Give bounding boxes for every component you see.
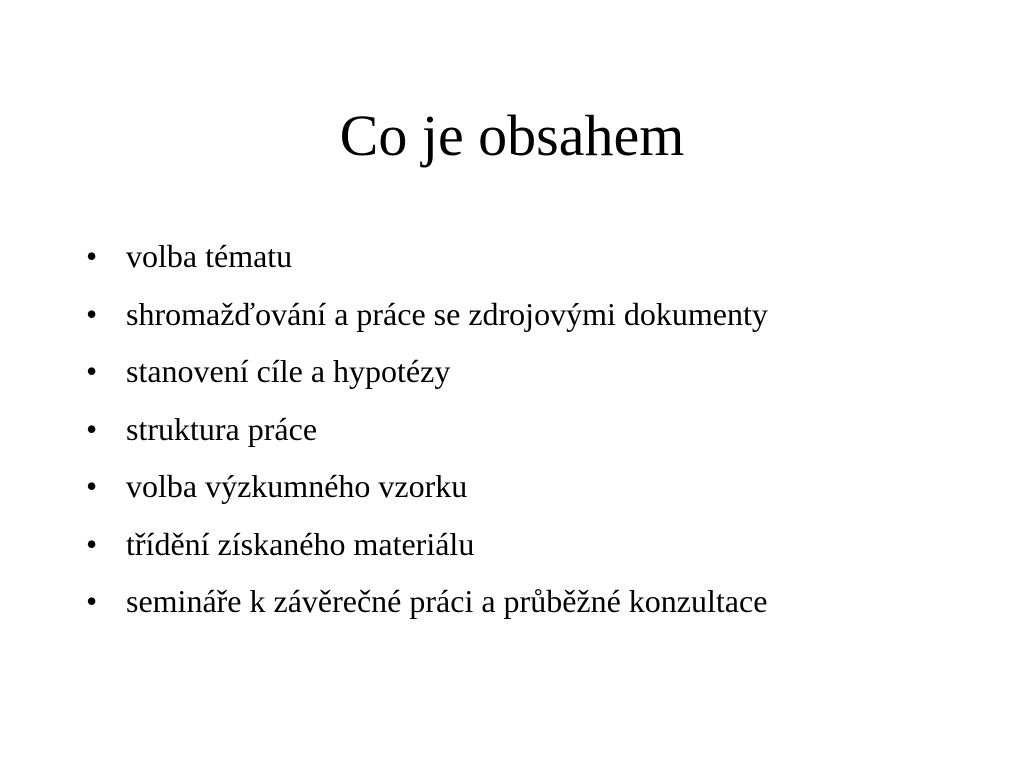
bullet-icon: • [86,238,98,274]
bullet-item-vyzkumny-vzorek [86,458,768,516]
bullet-item-cile-hypotezy [86,343,768,401]
bullet-text: volba výzkumného vzorku [126,468,468,504]
bullet-icon: • [86,468,98,504]
bullet-item-volba-tematu [86,228,768,286]
bullet-item-struktura-prace [86,401,768,459]
bullet-text: třídění získaného materiálu [126,525,475,562]
bullet-text: struktura práce [126,410,318,447]
bullet-item-trideni-materialu [86,516,768,574]
bullet-text: stanovení cíle a hypotézy [126,353,451,389]
slide-title: Co je obsahem [339,103,685,168]
bullet-icon: • [86,295,98,332]
bullet-text: volba tématu [126,238,293,274]
bullet-list [86,228,768,631]
bullet-icon: • [86,410,98,447]
bullet-icon: • [86,525,98,562]
bullet-item-zdrojove-dokumenty [86,286,768,344]
bullet-item-seminare-konzultace [86,573,768,631]
bullet-text: shromažďování a práce se zdrojovými dokumenty [126,295,768,332]
bullet-icon: • [86,583,98,619]
bullet-text: semináře k závěrečné práci a průběžné konzultace [126,583,768,619]
bullet-icon: • [86,353,98,389]
